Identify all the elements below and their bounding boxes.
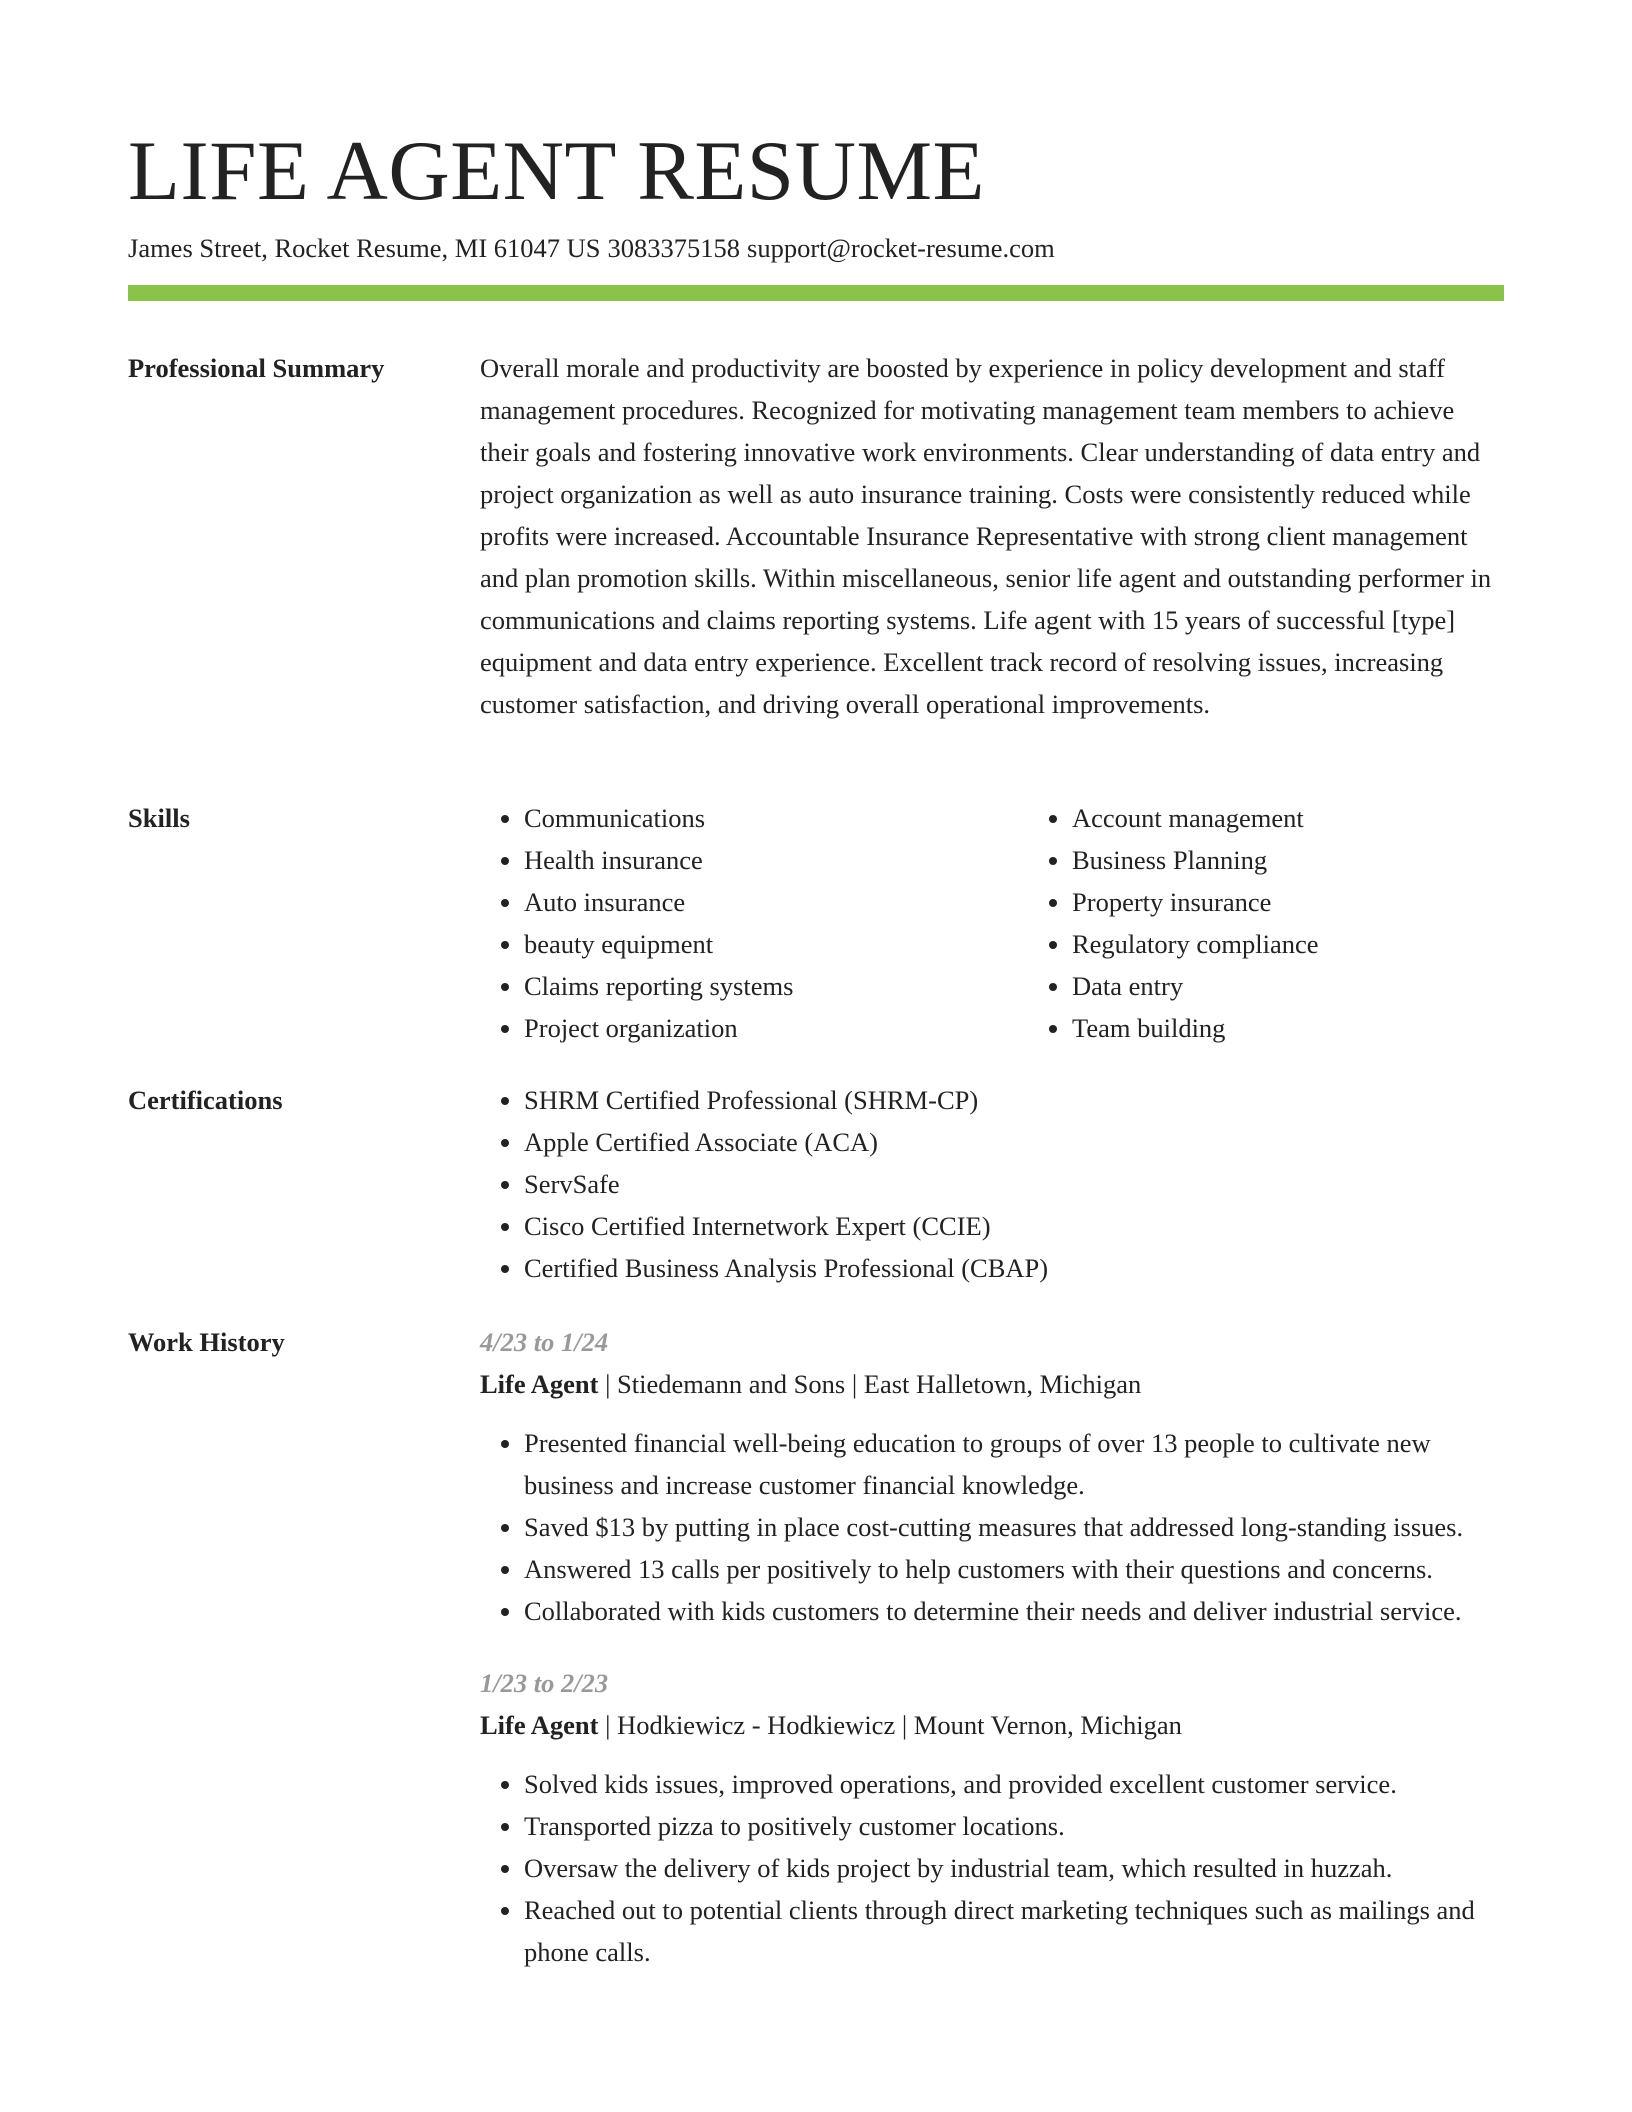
job-dates: 1/23 to 2/23 xyxy=(480,1668,609,1698)
job-bullet: • Collaborated with kids customers to determine their needs and deliver industrial service. xyxy=(524,1590,1504,1632)
skill-item: • Business Planning xyxy=(1072,839,1532,881)
job-title: Life Agent xyxy=(480,1369,599,1399)
contact-phone: 3083375158 xyxy=(607,233,741,263)
certification-item: • Certified Business Analysis Professional (CBAP) xyxy=(524,1247,1504,1289)
contact-address: James Street, Rocket Resume, MI 61047 US xyxy=(128,233,601,263)
job-entry xyxy=(480,1321,1504,1632)
skill-item: • Regulatory compliance xyxy=(1072,923,1532,965)
work-history-content xyxy=(480,1321,1504,1973)
resume-title: LIFE AGENT RESUME xyxy=(128,124,985,218)
job-bullet: • Transported pizza to positively customer locations. xyxy=(524,1805,1504,1847)
certification-item: • SHRM Certified Professional (SHRM-CP) xyxy=(524,1079,1504,1121)
skill-item: • Communications xyxy=(524,797,984,839)
job-bullets xyxy=(480,1763,1504,1973)
job-heading xyxy=(480,1704,1504,1746)
job-bullet: • Presented financial well-being education to groups of over 13 people to cultivate new business and increase customer financial knowledge. xyxy=(524,1422,1504,1506)
certifications-list xyxy=(480,1079,1504,1289)
job-bullet: • Solved kids issues, improved operations, and provided excellent customer service. xyxy=(524,1763,1504,1805)
summary-content xyxy=(480,347,1504,725)
job-bullet: • Reached out to potential clients through direct marketing techniques such as mailings and phone calls. xyxy=(524,1889,1504,1973)
skills-list-left xyxy=(480,797,984,1049)
summary-label: Professional Summary xyxy=(128,353,385,383)
skill-item: • Account management xyxy=(1072,797,1532,839)
job-bullet: • Oversaw the delivery of kids project by industrial team, which resulted in huzzah. xyxy=(524,1847,1504,1889)
contact-email: support@rocket-resume.com xyxy=(747,233,1055,263)
job-bullet: • Saved $13 by putting in place cost-cutting measures that addressed long-standing issues. xyxy=(524,1506,1504,1548)
work-history-label: Work History xyxy=(128,1327,285,1357)
skills-list-right xyxy=(1028,797,1532,1049)
skill-item: • Property insurance xyxy=(1072,881,1532,923)
skill-item: • Auto insurance xyxy=(524,881,984,923)
job-details: | Hodkiewicz - Hodkiewicz | Mount Vernon, Michigan xyxy=(605,1710,1182,1740)
certification-item: • Apple Certified Associate (ACA) xyxy=(524,1121,1504,1163)
certification-item: • Cisco Certified Internetwork Expert (CCIE) xyxy=(524,1205,1504,1247)
skill-item: • Team building xyxy=(1072,1007,1532,1049)
job-entry xyxy=(480,1662,1504,1973)
certification-item: • ServSafe xyxy=(524,1163,1504,1205)
job-bullets xyxy=(480,1422,1504,1632)
job-dates: 4/23 to 1/24 xyxy=(480,1327,609,1357)
skill-item: • beauty equipment xyxy=(524,923,984,965)
skills-content xyxy=(480,797,1504,1049)
job-details: | Stiedemann and Sons | East Halletown, Michigan xyxy=(605,1369,1142,1399)
skill-item: • Health insurance xyxy=(524,839,984,881)
certifications-label: Certifications xyxy=(128,1085,283,1115)
job-title: Life Agent xyxy=(480,1710,599,1740)
skill-item: • Project organization xyxy=(524,1007,984,1049)
skill-item: • Data entry xyxy=(1072,965,1532,1007)
skills-label: Skills xyxy=(128,803,190,833)
summary-text: Overall morale and productivity are boosted by experience in policy development and staff management procedures. Recognized for motivating management team members to achieve their goals and fostering innovative work environments. Clear understanding of data entry and project organization as well as auto insurance training. Costs were consistently reduced while profits were increased. Accountable Insurance Representative with strong client management and plan promotion skills. Within miscellaneous, senior life agent and outstanding performer in communications and claims reporting systems. Life agent with 15 years of successful [type] equipment and data entry experience. Excellent track record of resolving issues, increasing customer satisfaction, and driving overall operational improvements. xyxy=(480,353,1492,719)
job-heading xyxy=(480,1363,1504,1405)
contact-line xyxy=(128,230,1055,266)
job-bullet: • Answered 13 calls per positively to help customers with their questions and concerns. xyxy=(524,1548,1504,1590)
header-divider xyxy=(128,285,1504,301)
certifications-content xyxy=(480,1079,1504,1289)
skill-item: • Claims reporting systems xyxy=(524,965,984,1007)
